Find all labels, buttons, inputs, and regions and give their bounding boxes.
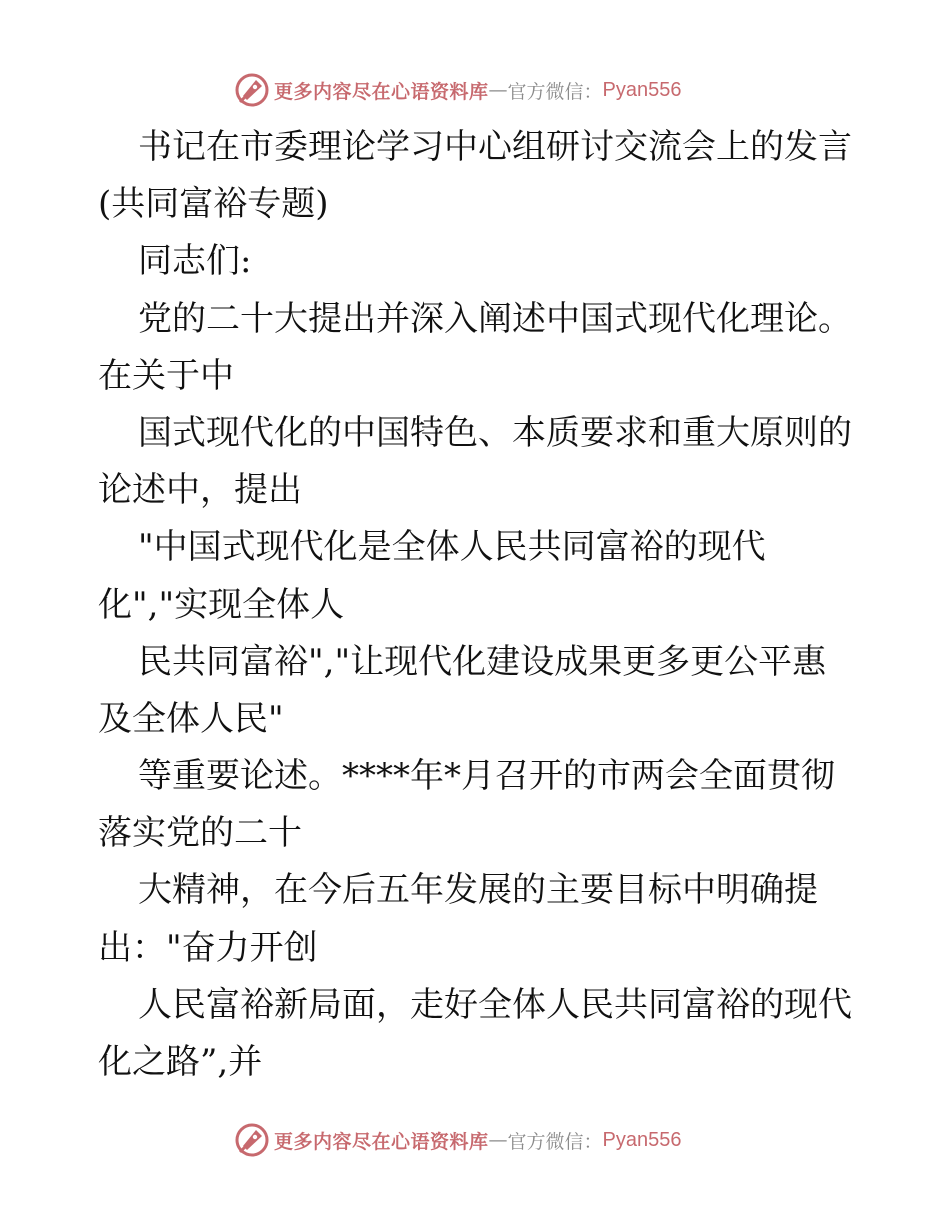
- pen-nib-circle-icon: [234, 1122, 270, 1158]
- banner-main-text: 更多内容尽在心语资料库: [274, 1130, 489, 1153]
- banner-official-label: 官方微信：: [507, 80, 603, 103]
- paragraph-line: 党的二十大提出并深入阐述中国式现代化理论。: [138, 298, 852, 339]
- paragraph-line: 大精神，在今后五年发展的主要目标中明确提: [138, 870, 818, 911]
- paragraph-line: 落实党的二十: [98, 813, 302, 854]
- paragraph-line: 化","实现全体人: [98, 584, 345, 625]
- banner-separator: —: [488, 1129, 508, 1151]
- paragraph-line: 出："奋力开创: [98, 927, 318, 968]
- paragraph-line: 书记在市委理论学习中心组研讨交流会上的发言: [138, 127, 852, 167]
- paragraph-line: "中国式现代化是全体人民共同富裕的现代: [138, 527, 766, 568]
- banner-wechat-id: Pyan556: [602, 1128, 682, 1151]
- document-body: [98, 128, 898, 1100]
- paragraph-line: (共同富裕专题): [98, 184, 329, 225]
- paragraph-line: 等重要论述。****年*月召开的市两会全面贯彻: [138, 756, 835, 797]
- paragraph-line: 人民富裕新局面，走好全体人民共同富裕的现代: [138, 984, 852, 1025]
- paragraph-line: 化之路”,并: [98, 1042, 263, 1082]
- paragraph-line: 国式现代化的中国特色、本质要求和重大原则的: [138, 412, 852, 453]
- footer-watermark-banner: [234, 1121, 682, 1159]
- paragraph-line: 论述中，提出: [98, 470, 302, 511]
- header-watermark-banner: [234, 71, 682, 109]
- pen-nib-circle-icon: [234, 72, 270, 108]
- banner-wechat-id: Pyan556: [602, 78, 682, 101]
- paragraph-line: 民共同富裕","让现代化建设成果更多更公平惠: [138, 641, 827, 682]
- paragraph-line: 在关于中: [98, 355, 234, 396]
- paragraph-line: 及全体人民": [98, 698, 284, 739]
- banner-separator: —: [488, 79, 508, 101]
- paragraph-line: 同志们:: [138, 241, 252, 282]
- banner-main-text: 更多内容尽在心语资料库: [274, 80, 489, 103]
- banner-official-label: 官方微信：: [507, 1130, 603, 1153]
